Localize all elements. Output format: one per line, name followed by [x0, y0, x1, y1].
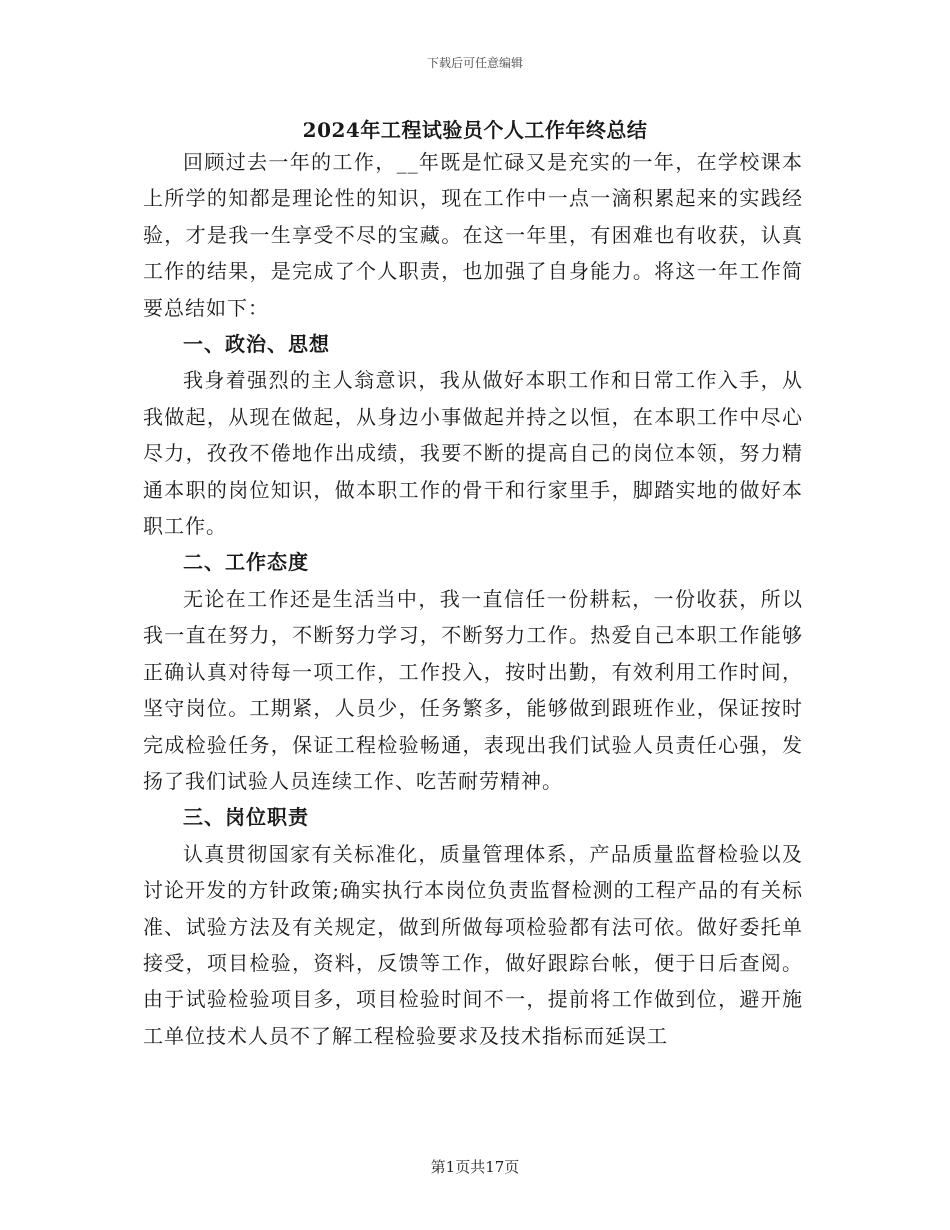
document-body — [143, 144, 803, 1054]
section-text-duties: 认真贯彻国家有关标准化，质量管理体系，产品质量监督检验以及讨论开发的方针政策;确实执行本岗位负责监督检测的工程产品的有关标准、试验方法及有关规定，做到所做每项检验都有法可依。做好委托单接受，项目检验，资料，反馈等工作，做好跟踪台帐，便于日后查阅。由于试验检验项目多，项目检验时间不一，提前将工作做到位，避开施工单位技术人员不了解工程检验要求及技术指标而延误工 — [143, 841, 803, 1048]
section-text-attitude: 无论在工作还是生活当中，我一直信任一份耕耘，一份收获，所以我一直在努力，不断努力学习，不断努力工作。热爱自己本职工作能够正确认真对待每一项工作，工作投入，按时出勤，有效利用工作时间，坚守岗位。工期紧，人员少，任务繁多，能够做到跟班作业，保证按时完成检验任务，保证工程检验畅通，表现出我们试验人员责任心强，发扬了我们试验人员连续工作、吃苦耐劳精神。 — [143, 586, 803, 793]
intro-paragraph: 回顾过去一年的工作，__年既是忙碌又是充实的一年，在学校课本上所学的知都是理论性的知识，现在工作中一点一滴积累起来的实践经验，才是我一生享受不尽的宝藏。在这一年里，有困难也有收获，认真工作的结果，是完成了个人职责，也加强了自身能力。将这一年工作简要总结如下： — [143, 150, 803, 320]
section-text-politics: 我身着强烈的主人翁意识，我从做好本职工作和日常工作入手，从我做起，从现在做起，从身边小事做起并持之以恒，在本职工作中尽心尽力，孜孜不倦地作出成绩，我要不断的提高自己的岗位本领，努力精通本职的岗位知识，做本职工作的骨干和行家里手，脚踏实地的做好本职工作。 — [143, 368, 803, 539]
section-heading-duties: 三、岗位职责 — [183, 805, 309, 830]
header-note: 下载后可任意编辑 — [426, 56, 523, 70]
page-title: 2024年工程试验员个人工作年终总结 — [302, 118, 648, 142]
section-heading-politics: 一、政治、思想 — [183, 332, 330, 357]
section-heading-attitude: 二、工作态度 — [183, 550, 309, 575]
page-footer: 第1页共17页 — [430, 1158, 520, 1176]
